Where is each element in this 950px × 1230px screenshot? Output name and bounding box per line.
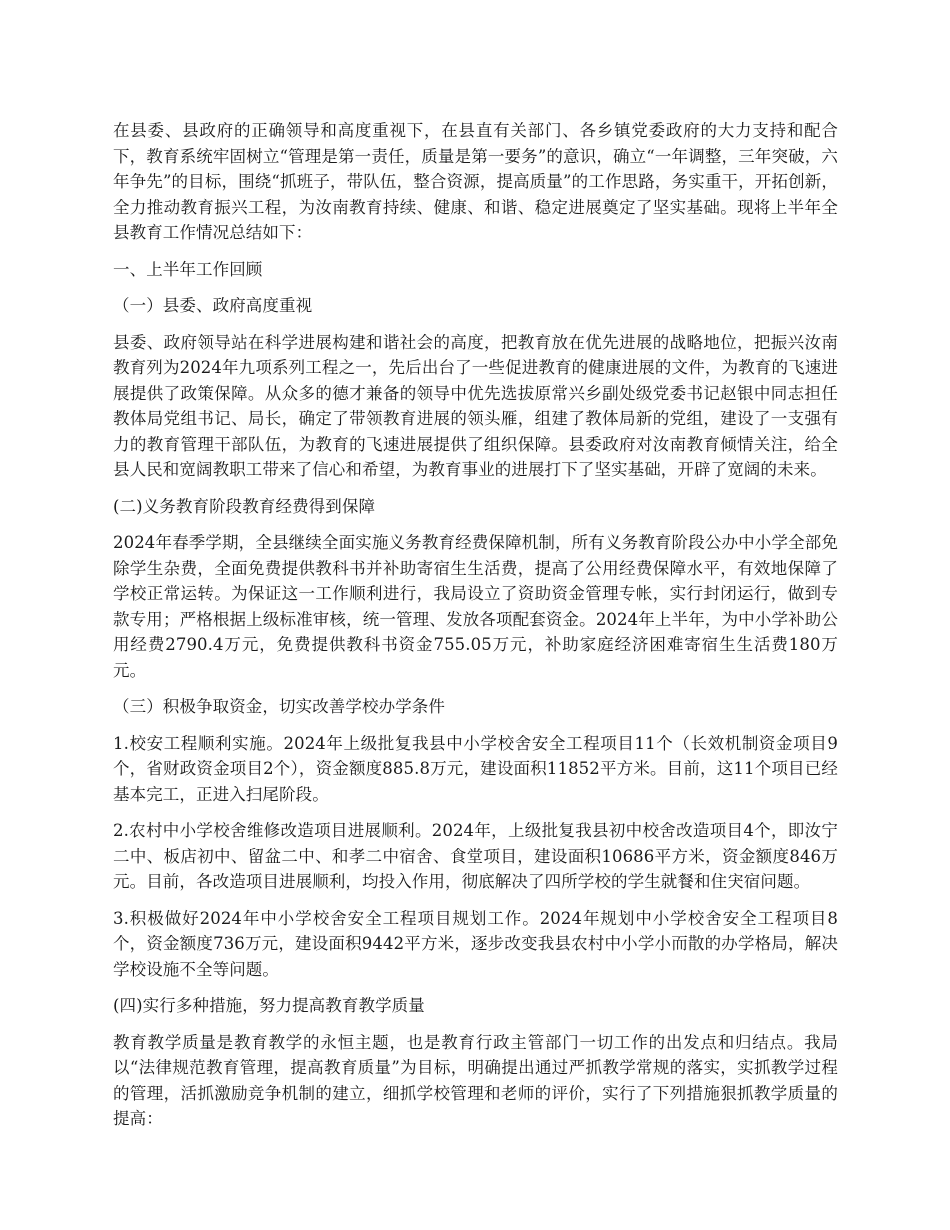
intro-paragraph: 在县委、县政府的正确领导和高度重视下，在县直有关部门、各乡镇党委政府的大力支持和配合下，教育系统牢固树立“管理是第一责任，质量是第一要务”的意识，确立“一年调整，三年突破，六年争先”的目标，围绕“抓班子，带队伍，整合资源，提高质量”的工作思路，务实重干，开拓创新，全力推动教育振兴工程，为汝南教育持续、健康、和谐、稳定进展奠定了坚实基础。现将上半年全县教育工作情况总结如下： <box>113 121 838 242</box>
subsection-heading-4: (四)实行多种措施，努力提高教育教学质量 <box>113 996 425 1015</box>
subsection-1-paragraph: 县委、政府领导站在科学进展构建和谐社会的高度，把教育放在优先进展的战略地位，把振兴汝南教育列为2024年九项系列工程之一，先后出台了一些促进教育的健康进展的文件，为教育的飞速进展提供了政策保障。从众多的德才兼备的领导中优先选拔原常兴乡副处级党委书记赵银中同志担任教体局党组书记、局长，确定了带领教育进展的领头雁，组建了教体局新的党组，建设了一支强有力的教育管理干部队伍，为教育的飞速进展提供了组织保障。县委政府对汝南教育倾情关注，给全县人民和宽阔教职工带来了信心和希望，为教育事业的进展打下了坚实基础，开辟了宽阔的未来。 <box>113 332 838 479</box>
subsection-3-item-2: 2.农村中小学校舍维修改造项目进展顺利。2024年，上级批复我县初中校舍改造项目4个，即汝宁二中、板店初中、留盆二中、和孝二中宿舍、食堂项目，建设面积10686平方米，资金额度846万元。目前，各改造项目进展顺利，均投入作用，彻底解决了四所学校的学生就餐和住宊宿问题。 <box>113 821 838 891</box>
subsection-heading-1: （一）县委、政府高度重视 <box>113 296 313 315</box>
section-heading-review: 一、上半年工作回顾 <box>113 259 263 279</box>
subsection-2-paragraph: 2024年春季学期，全县继续全面实施义务教育经费保障机制，所有义务教育阶段公办中小学全部免除学生杂费，全面免费提供教科书并补助寄宿生生活费，提高了公用经费保障水平，有效地保障了学校正常运转。为保证这一工作顺利进行，我局设立了资助资金管理专帐，实行封闭运行，做到专款专用；严格根据上级标准审核，统一管理、发放各项配套资金。2024年上半年，为中小学补助公用经费2790.4万元，免费提供教科书资金755.05万元，补助家庭经济困难寄宿生生活费180万元。 <box>113 533 838 680</box>
subsection-heading-2: (二)义务教育阶段教育经费得到保障 <box>113 496 376 516</box>
subsection-heading-3: （三）积极争取资金，切实改善学校办学条件 <box>113 697 445 716</box>
subsection-3-item-3: 3.积极做好2024年中小学校舍安全工程项目规划工作。2024年规划中小学校舍安全工程项目8个，资金额度736万元，建设面积9442平方米，逐步改变我县农村中小学小而散的办学格局，解决学校设施不全等问题。 <box>113 908 838 979</box>
subsection-4-paragraph: 教育教学质量是教育教学的永恒主题，也是教育行政主管部门一切工作的出发点和归结点。我局以“法律规范教育管理，提高教育质量”为目标，明确提出通过严抓教学常规的落实，实抓教学过程的管理，活抓激励竞争机制的建立，细抓学校管理和老师的评价，实行了下列措施狠抓教学质量的提高： <box>113 1032 838 1128</box>
subsection-3-item-1: 1.校安工程顺利实施。2024年上级批复我县中小学校舍安全工程项目11个（长效机制资金项目9个，省财政资金项目2个），资金额度885.8万元，建设面积11852平方米。目前，这11个项目已经基本完工，正进入扫尾阶段。 <box>113 733 838 804</box>
